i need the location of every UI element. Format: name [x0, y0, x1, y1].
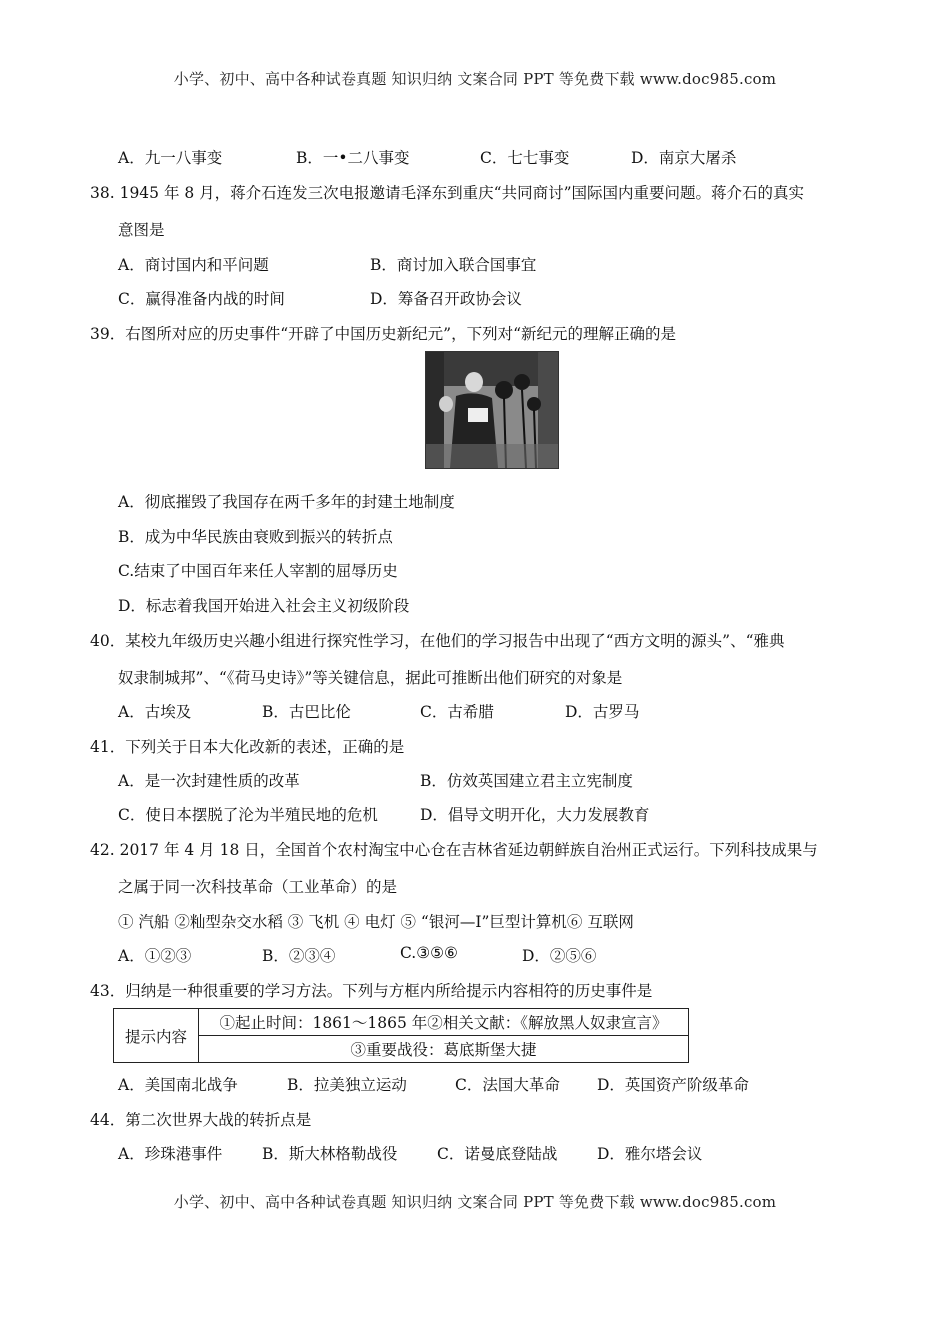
q42-option-b: B．②③④ — [262, 947, 336, 965]
q44-option-c: C．诺曼底登陆战 — [437, 1145, 558, 1163]
q40-stem-line1: 40．某校九年级历史兴趣小组进行探究性学习，在他们的学习报告中出现了“西方文明的源头”、“雅典 — [90, 632, 785, 650]
q44-option-d: D．雅尔塔会议 — [597, 1145, 703, 1163]
q44-option-a: A．珍珠港事件 — [118, 1145, 223, 1163]
q39-option-b: B．成为中华民族由衰败到振兴的转折点 — [118, 528, 393, 546]
q39-stem: 39．右图所对应的历史事件“开辟了中国历史新纪元”，下列对“新纪元的理解正确的是 — [90, 325, 676, 343]
hint-table-row2: ③重要战役：葛底斯堡大捷 — [199, 1036, 689, 1063]
q41-option-c: C．使日本摆脱了沦为半殖民地的危机 — [118, 806, 378, 824]
q44-option-b: B．斯大林格勒战役 — [262, 1145, 398, 1163]
q42-items: ① 汽船 ②籼型杂交水稻 ③ 飞机 ④ 电灯 ⑤ “银河—I”巨型计算机⑥ 互联网 — [118, 913, 634, 931]
q38-option-c: C．赢得准备内战的时间 — [118, 290, 285, 308]
q38-stem-line2: 意图是 — [118, 221, 165, 239]
q41-option-b: B．仿效英国建立君主立宪制度 — [420, 772, 633, 790]
q39-historical-photo — [425, 351, 559, 469]
q37-option-b: B．一•二八事变 — [296, 149, 410, 167]
hint-table-label: 提示内容 — [114, 1009, 199, 1063]
q40-stem-line2: 奴隶制城邦”、“《荷马史诗》”等关键信息，据此可推断出他们研究的对象是 — [118, 669, 623, 687]
q42-stem-line2: 之属于同一次科技革命（工业革命）的是 — [118, 878, 398, 896]
q42-option-c: C.③⑤⑥ — [400, 944, 458, 962]
q43-stem: 43．归纳是一种很重要的学习方法。下列与方框内所给提示内容相符的历史事件是 — [90, 982, 653, 1000]
q43-option-b: B．拉美独立运动 — [287, 1076, 407, 1094]
q38-option-d: D．筹备召开政协会议 — [370, 290, 522, 308]
q43-option-a: A．美国南北战争 — [118, 1076, 238, 1094]
q37-option-d: D．南京大屠杀 — [631, 149, 737, 167]
q41-option-a: A．是一次封建性质的改革 — [118, 772, 300, 790]
q40-option-a: A．古埃及 — [118, 703, 192, 721]
q37-option-a: A．九一八事变 — [118, 149, 223, 167]
q38-stem-line1: 38. 1945 年 8 月，蒋介石连发三次电报邀请毛泽东到重庆“共同商讨”国际国内重要问题。蒋介石的真实 — [90, 184, 805, 202]
q40-option-c: C．古希腊 — [420, 703, 494, 721]
q37-option-c: C．七七事变 — [480, 149, 570, 167]
q38-option-b: B．商讨加入联合国事宜 — [370, 256, 537, 274]
q42-option-a: A．①②③ — [118, 947, 192, 965]
q44-stem: 44．第二次世界大战的转折点是 — [90, 1111, 312, 1129]
q40-option-b: B．古巴比伦 — [262, 703, 351, 721]
q43-option-d: D．英国资产阶级革命 — [597, 1076, 749, 1094]
q43-hint-table — [113, 1008, 689, 1063]
page-header: 小学、初中、高中各种试卷真题 知识归纳 文案合同 PPT 等免费下载 www.doc985.com — [173, 70, 777, 88]
q39-option-a: A．彻底摧毁了我国存在两千多年的封建土地制度 — [118, 493, 455, 511]
q42-option-d: D．②⑤⑥ — [522, 947, 597, 965]
q39-option-c: C.结束了中国百年来任人宰割的屈辱历史 — [118, 562, 398, 580]
q38-option-a: A．商讨国内和平问题 — [118, 256, 269, 274]
q39-option-d: D．标志着我国开始进入社会主义初级阶段 — [118, 597, 410, 615]
q43-option-c: C．法国大革命 — [455, 1076, 560, 1094]
q41-option-d: D．倡导文明开化，大力发展教育 — [420, 806, 650, 824]
q41-stem: 41．下列关于日本大化改新的表述，正确的是 — [90, 738, 405, 756]
q42-stem-line1: 42. 2017 年 4 月 18 日，全国首个农村淘宝中心仓在吉林省延边朝鲜族自治州正式运行。下列科技成果与 — [90, 841, 818, 859]
q40-option-d: D．古罗马 — [565, 703, 640, 721]
page-footer: 小学、初中、高中各种试卷真题 知识归纳 文案合同 PPT 等免费下载 www.doc985.com — [173, 1193, 777, 1211]
hint-table-row1: ①起止时间：1861～1865 年②相关文献：《解放黑人奴隶宣言》 — [199, 1009, 689, 1036]
